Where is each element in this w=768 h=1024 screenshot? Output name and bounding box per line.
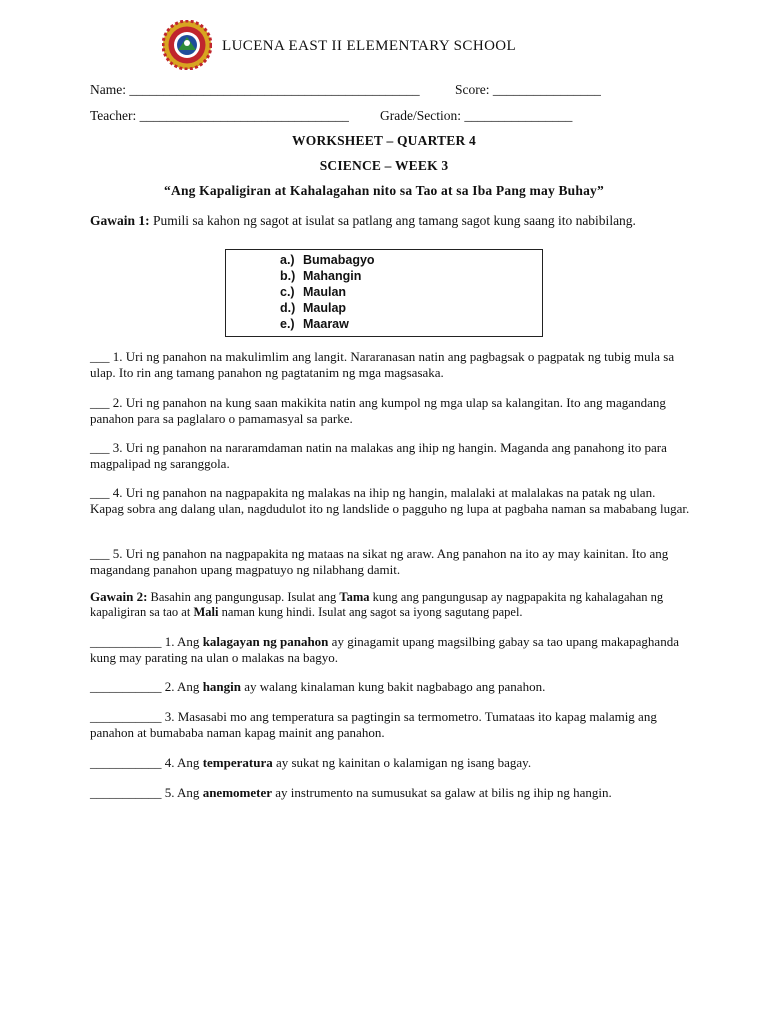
item-text: Uri ng panahon na kung saan makikita natin ang kumpol ng mga ulap sa kalangitan. Ito ang magandang panahon para sa paglalaro o pamamasyal sa parke. (90, 395, 666, 426)
choice-text: Maulan (303, 285, 347, 299)
school-name: LUCENA EAST II ELEMENTARY SCHOOL (222, 38, 517, 54)
choice-letter: a.) (280, 253, 295, 267)
answer-blank[interactable]: ___ (90, 546, 110, 561)
item-text: ay ginagamit upang magsilbing gabay sa tao upang makapaghanda kung may parating na ulan o malakas na bagyo. (90, 634, 679, 665)
item-number: 4. (164, 755, 175, 770)
gawain1-item-4 (90, 485, 690, 516)
choice-letter: c.) (280, 285, 295, 299)
gawain2-instr-part3: naman kung hindi. Isulat ang sagot sa iyong sagutang papel. (221, 605, 523, 619)
answer-blank[interactable]: ___________ (90, 679, 162, 694)
grade-section-field-label: Grade/Section: ________________ (380, 108, 573, 123)
topic-title: “Ang Kapaligiran at Kahalagahan nito sa Tao at sa Iba Pang may Buhay” (164, 183, 604, 198)
gawain1-instruction-text: Pumili sa kahon ng sagot at isulat sa patlang ang tamang sagot kung saang ito nabibilang. (153, 213, 636, 228)
choice-text: Bumabagyo (303, 253, 375, 267)
school-logo (162, 20, 212, 70)
item-number: 3. (112, 440, 123, 455)
item-number: 1. (112, 349, 123, 364)
choice-d (280, 301, 346, 315)
answer-blank[interactable]: ___________ (90, 755, 162, 770)
choice-text: Mahangin (303, 269, 362, 283)
item-number: 2. (164, 679, 175, 694)
item-number: 2. (112, 395, 123, 410)
gawain2-item-2 (90, 679, 690, 695)
item-number: 5. (164, 785, 175, 800)
answer-blank[interactable]: ___________ (90, 709, 162, 724)
item-number: 3. (164, 709, 175, 724)
item-number: 5. (112, 546, 123, 561)
gawain2-instruction (90, 589, 690, 620)
gawain1-item-2 (90, 395, 690, 426)
item-pre: Ang (177, 679, 200, 694)
answer-blank[interactable]: ___ (90, 395, 110, 410)
item-pre: Ang (177, 755, 200, 770)
item-keyword: kalagayan ng panahon (202, 634, 329, 649)
name-field-label: Name: ___________________________________________ (90, 82, 420, 97)
choices-box (225, 249, 543, 337)
teacher-field-label: Teacher: _______________________________ (90, 108, 349, 123)
item-keyword: temperatura (202, 755, 273, 770)
item-keyword: hangin (202, 679, 241, 694)
gawain2-item-3 (90, 709, 690, 740)
choice-letter: e.) (280, 317, 295, 331)
score-field-label: Score: ________________ (455, 82, 601, 97)
item-text: ay instrumento na sumusukat sa galaw at bilis ng ihip ng hangin. (275, 785, 612, 800)
gawain2-instr-part2: kung ang pangungusap ay nagpapakita ng kahalagahan ng kapaligiran sa tao at (90, 590, 664, 619)
item-text: Uri ng panahon na nagpapakita ng malakas na ihip ng hangin, malalaki at malalakas na patak ng ulan. Kapag sobra ang dalang ulan, nagdudulot ito ng landslide o pagguho ng lupa at pagbaha naman sa mababang lugar. (90, 485, 690, 516)
subject-title: SCIENCE – WEEK 3 (319, 158, 449, 173)
item-text: Masasabi mo ang temperatura sa pagtingin sa termometro. Tumataas ito kapag malamig ang panahon at bumababa naman kapag mainit ang panahon. (90, 709, 657, 740)
answer-blank[interactable]: ___________ (90, 634, 162, 649)
answer-blank[interactable]: ___ (90, 485, 110, 500)
item-pre: Ang (177, 785, 200, 800)
gawain2-tama-keyword: Tama (339, 590, 370, 604)
gawain2-instr-part1: Basahin ang pangungusap. Isulat ang (150, 590, 337, 604)
answer-blank[interactable]: ___ (90, 349, 110, 364)
item-keyword: anemometer (202, 785, 272, 800)
choice-c (280, 285, 346, 299)
item-number: 1. (164, 634, 175, 649)
gawain2-label: Gawain 2: (90, 589, 148, 604)
item-text: ay sukat ng kainitan o kalamigan ng isang bagay. (275, 755, 532, 770)
gawain2-item-1 (90, 634, 690, 665)
choice-e (280, 317, 349, 331)
gawain1-item-3 (90, 440, 690, 471)
gawain1-item-5 (90, 546, 690, 577)
item-text: ay walang kinalaman kung bakit nagbabago ang panahon. (244, 679, 546, 694)
choice-b (280, 269, 361, 283)
choice-letter: d.) (280, 301, 296, 315)
gawain2-item-5 (90, 785, 690, 801)
item-pre: Ang (177, 634, 200, 649)
choice-text: Maaraw (303, 317, 349, 331)
gawain1-label: Gawain 1: (90, 213, 150, 228)
answer-blank[interactable]: ___ (90, 440, 110, 455)
answer-blank[interactable]: ___________ (90, 785, 162, 800)
gawain2-item-4 (90, 755, 690, 771)
item-number: 4. (112, 485, 123, 500)
item-text: Uri ng panahon na makulimlim ang langit. Nararanasan natin ang pagbagsak o pagpatak ng tubig mula sa ulap. Ito rin ang tamang panahon ng pagtatanim ng mga magsasaka. (90, 349, 675, 380)
choice-text: Maulap (303, 301, 347, 315)
gawain2-mali-keyword: Mali (193, 605, 219, 619)
choice-a (280, 253, 375, 267)
item-text: Uri ng panahon na nararamdaman natin na malakas ang ihip ng hangin. Maganda ang panahong ito para magpalipad ng saranggola. (90, 440, 667, 471)
item-text: Uri ng panahon na nagpapakita ng mataas na sikat ng araw. Ang panahon na ito ay may kainitan. Ito ang magandang panahon upang magpatuyo ng nilabhang damit. (90, 546, 669, 577)
worksheet-title: WORKSHEET – QUARTER 4 (292, 133, 476, 148)
gawain1-item-1 (90, 349, 690, 380)
gawain1-instruction (90, 213, 650, 228)
choice-letter: b.) (280, 269, 296, 283)
